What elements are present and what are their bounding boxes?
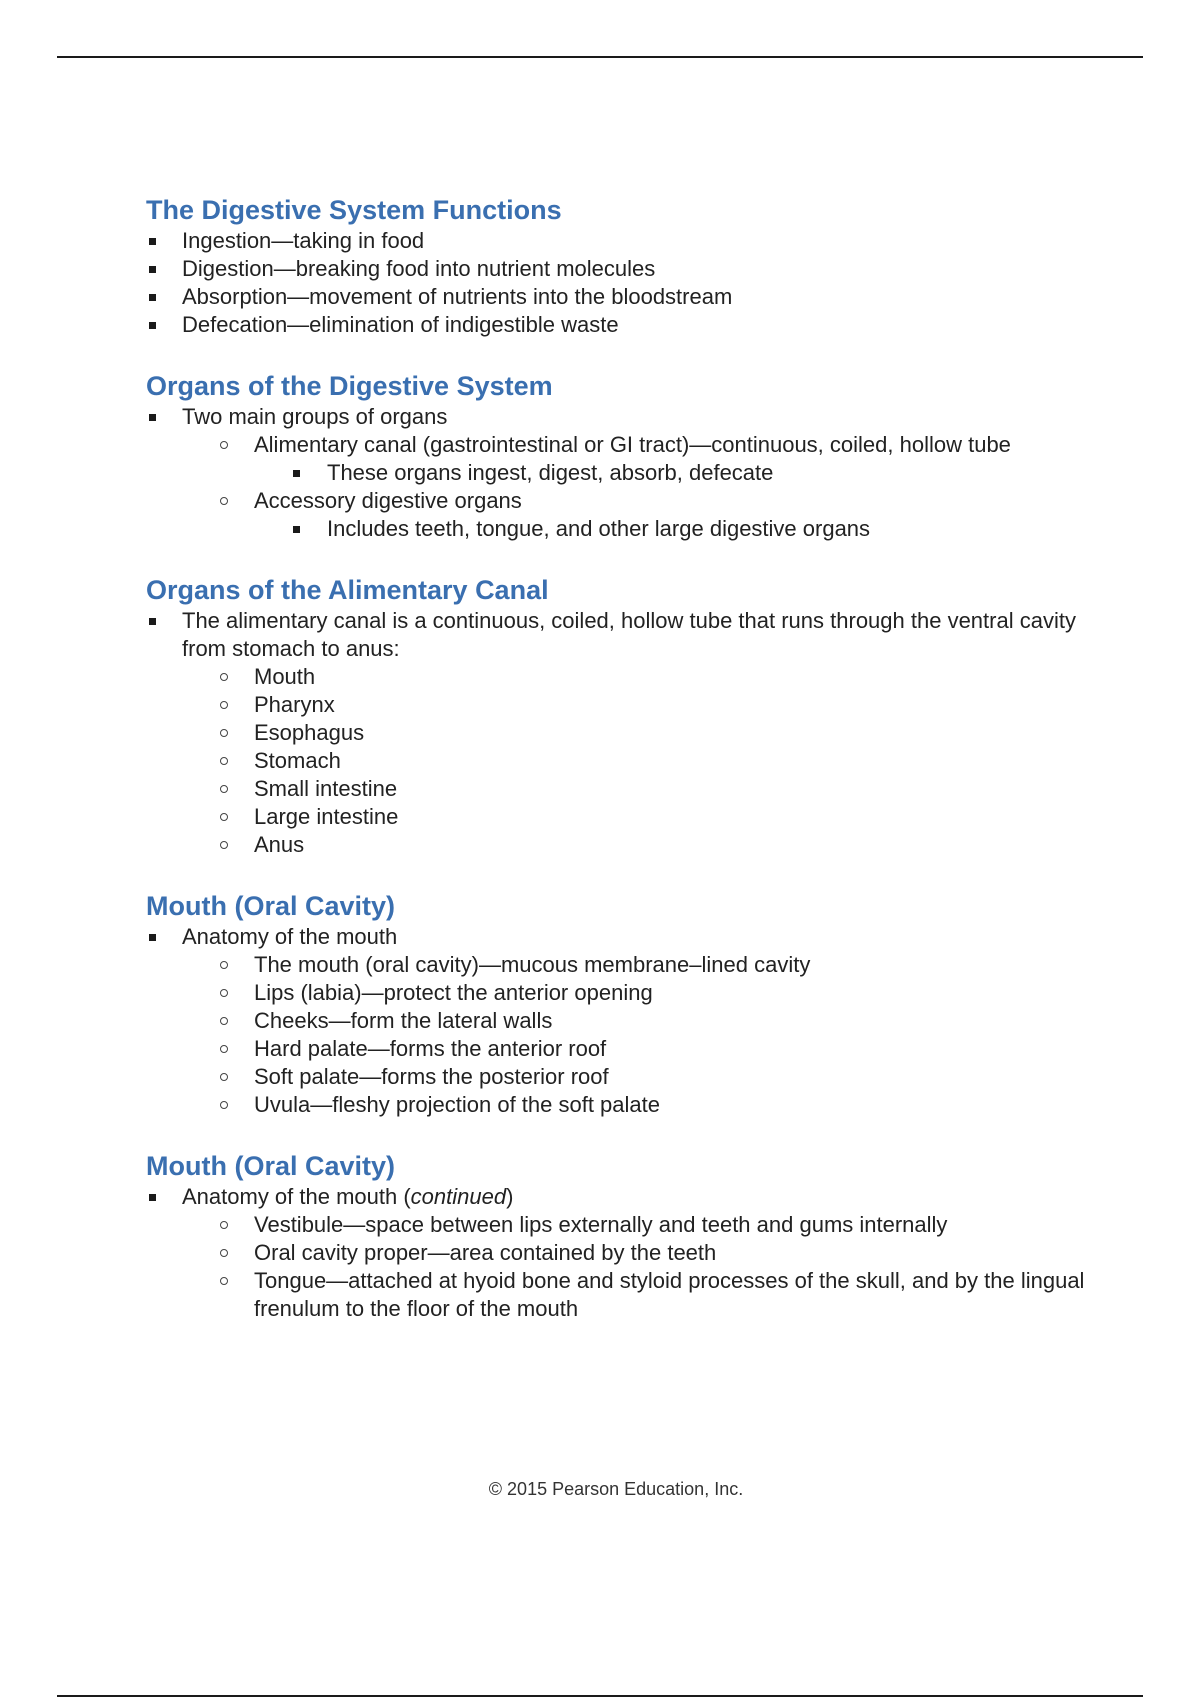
hollow-circle-bullet-icon — [220, 1017, 228, 1025]
list-item-text: Alimentary canal (gastrointestinal or GI tract)—continuous, coiled, hollow tube — [254, 432, 1011, 457]
list-item — [146, 607, 1096, 663]
section — [146, 193, 1096, 339]
list-item — [146, 747, 1096, 775]
list-item-text: Anus — [254, 832, 305, 857]
hollow-circle-bullet-icon — [220, 757, 228, 765]
hollow-circle-bullet-icon — [220, 673, 228, 681]
list-item-text: Pharynx — [254, 692, 335, 717]
list-item-text: Uvula—fleshy projection of the soft palate — [254, 1092, 661, 1117]
list-item-text: Mouth — [254, 664, 316, 689]
hollow-circle-bullet-icon — [220, 813, 228, 821]
list-item — [146, 719, 1096, 747]
list-item-text: Accessory digestive organs — [254, 488, 522, 513]
list-item-emphasis: continued — [410, 1184, 507, 1209]
list-item — [146, 1035, 1096, 1063]
section — [146, 369, 1096, 543]
list-item — [146, 775, 1096, 803]
list-item-text: Digestion—breaking food into nutrient molecules — [182, 256, 656, 281]
list-item-text: The mouth (oral cavity)—mucous membrane–lined cavity — [254, 952, 811, 977]
list-item-text: Two main groups of organs — [182, 404, 448, 429]
list-item-text: Oral cavity proper—area contained by the teeth — [254, 1240, 717, 1265]
square-bullet-icon — [149, 294, 156, 301]
document-body — [146, 193, 1096, 1353]
list-item — [146, 1211, 1096, 1239]
list-item — [146, 1091, 1096, 1119]
list-item-text: Stomach — [254, 748, 341, 773]
list-item-text: Includes teeth, tongue, and other large digestive organs — [327, 516, 871, 541]
hollow-circle-bullet-icon — [220, 1073, 228, 1081]
list-item-text: Lips (labia)—protect the anterior opening — [254, 980, 653, 1005]
list-item-text: The alimentary canal is a continuous, coiled, hollow tube that runs through the ventral cavity from stomach to anus: — [182, 608, 1076, 661]
list-item-text: Absorption—movement of nutrients into the bloodstream — [182, 284, 733, 309]
hollow-circle-bullet-icon — [220, 701, 228, 709]
list-item — [146, 923, 1096, 951]
hollow-circle-bullet-icon — [220, 1101, 228, 1109]
list-item — [146, 1239, 1096, 1267]
list-item — [146, 487, 1096, 515]
list-item — [146, 951, 1096, 979]
bullet-list — [146, 923, 1096, 1119]
hollow-circle-bullet-icon — [220, 1045, 228, 1053]
square-bullet-icon — [293, 470, 300, 477]
list-item — [146, 431, 1096, 459]
section-heading: Mouth (Oral Cavity) — [146, 1151, 396, 1181]
section-heading: Mouth (Oral Cavity) — [146, 891, 396, 921]
section — [146, 1149, 1096, 1323]
bullet-list — [146, 227, 1096, 339]
list-item-text: Small intestine — [254, 776, 398, 801]
list-item-text: Hard palate—forms the anterior roof — [254, 1036, 607, 1061]
bullet-list — [146, 607, 1096, 859]
list-item-text: Anatomy of the mouth ( — [182, 1184, 411, 1209]
list-item — [146, 1007, 1096, 1035]
list-item-text: Esophagus — [254, 720, 365, 745]
copyright-footer: © 2015 Pearson Education, Inc. — [488, 1479, 744, 1499]
square-bullet-icon — [149, 1194, 156, 1201]
list-item — [146, 515, 1096, 543]
section-heading: Organs of the Digestive System — [146, 371, 553, 401]
list-item-text: Vestibule—space between lips externally and teeth and gums internally — [254, 1212, 948, 1237]
list-item — [146, 311, 1096, 339]
list-item — [146, 283, 1096, 311]
section — [146, 573, 1096, 859]
hollow-circle-bullet-icon — [220, 785, 228, 793]
list-item-text: Ingestion—taking in food — [182, 228, 425, 253]
section — [146, 889, 1096, 1119]
bullet-list — [146, 403, 1096, 543]
hollow-circle-bullet-icon — [220, 1249, 228, 1257]
square-bullet-icon — [149, 414, 156, 421]
list-item-text: Large intestine — [254, 804, 399, 829]
list-item-text: Tongue—attached at hyoid bone and styloid processes of the skull, and by the lingual frenulum to the floor of the mouth — [254, 1268, 1085, 1321]
list-item — [146, 1267, 1096, 1323]
list-item-text: These organs ingest, digest, absorb, defecate — [327, 460, 774, 485]
square-bullet-icon — [149, 618, 156, 625]
list-item-text: Defecation—elimination of indigestible waste — [182, 312, 619, 337]
square-bullet-icon — [149, 238, 156, 245]
square-bullet-icon — [149, 322, 156, 329]
hollow-circle-bullet-icon — [220, 841, 228, 849]
list-item-text: Cheeks—form the lateral walls — [254, 1008, 553, 1033]
bottom-rule — [57, 1695, 1143, 1697]
list-item — [146, 403, 1096, 431]
list-item — [146, 663, 1096, 691]
hollow-circle-bullet-icon — [220, 1221, 228, 1229]
square-bullet-icon — [293, 526, 300, 533]
square-bullet-icon — [149, 934, 156, 941]
hollow-circle-bullet-icon — [220, 989, 228, 997]
list-item-text: Soft palate—forms the posterior roof — [254, 1064, 609, 1089]
list-item — [146, 831, 1096, 859]
hollow-circle-bullet-icon — [220, 441, 228, 449]
hollow-circle-bullet-icon — [220, 961, 228, 969]
list-item-text: Anatomy of the mouth — [182, 924, 398, 949]
list-item — [146, 803, 1096, 831]
list-item — [146, 1183, 1096, 1211]
list-item — [146, 691, 1096, 719]
hollow-circle-bullet-icon — [220, 1277, 228, 1285]
list-item — [146, 227, 1096, 255]
list-item — [146, 255, 1096, 283]
list-item — [146, 459, 1096, 487]
square-bullet-icon — [149, 266, 156, 273]
hollow-circle-bullet-icon — [220, 729, 228, 737]
list-item-suffix: ) — [506, 1184, 514, 1209]
section-heading: The Digestive System Functions — [146, 195, 562, 225]
hollow-circle-bullet-icon — [220, 497, 228, 505]
list-item — [146, 979, 1096, 1007]
top-rule — [57, 56, 1143, 58]
bullet-list — [146, 1183, 1096, 1323]
section-heading: Organs of the Alimentary Canal — [146, 575, 549, 605]
list-item — [146, 1063, 1096, 1091]
